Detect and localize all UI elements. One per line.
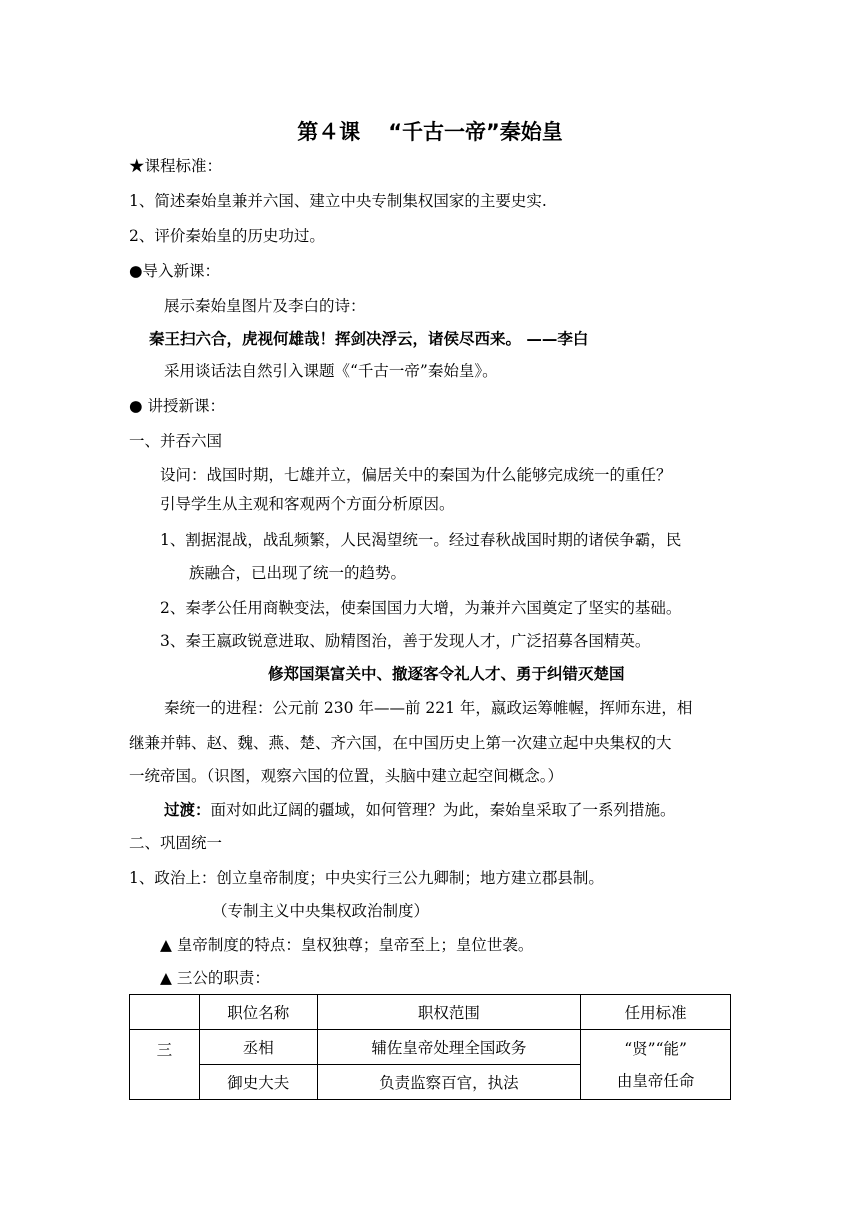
reason-3: 3、秦王嬴政锐意进取、励精图治，善于发现人才，广泛招募各国精英。 xyxy=(160,632,651,650)
table-header-cell: 任用标准 xyxy=(581,995,731,1030)
intro-line-1: 展示秦始皇图片及李白的诗： xyxy=(164,297,366,315)
three-dukes-table xyxy=(129,994,731,1100)
unification-process-line-3: 一统帝国。（识图，观察六国的位置，头脑中建立起空间概念。） xyxy=(129,767,564,785)
table-row xyxy=(130,1030,731,1065)
section-2-heading: 二、巩固统一 xyxy=(129,834,223,852)
emperor-feature-line: ▲ 皇帝制度的特点：皇权独尊；皇帝至上；皇位世袭。 xyxy=(160,936,534,954)
scope-cell: 辅佐皇帝处理全国政务 xyxy=(317,1030,581,1065)
politics-line: 1、政治上：创立皇帝制度；中央实行三公九卿制；地方建立郡县制。 xyxy=(129,869,604,887)
position-cell: 御史大夫 xyxy=(199,1065,317,1100)
reason-2: 2、秦孝公任用商鞅变法，使秦国国力大增，为兼并六国奠定了坚实的基础。 xyxy=(160,599,682,617)
transition-line xyxy=(164,800,676,820)
standards-heading: ★课程标准： xyxy=(129,157,223,175)
standard-cell xyxy=(581,1030,731,1100)
intro-heading: ●导入新课： xyxy=(129,262,221,280)
highlight-line: 修郑国渠富关中、撤逐客令礼人才、勇于纠错灭楚国 xyxy=(268,665,625,683)
lecture-heading: ● 讲授新课： xyxy=(129,397,225,415)
politics-note: （专制主义中央集权政治制度） xyxy=(212,902,430,920)
intro-line-2: 采用谈话法自然引入课题《“千古一帝”秦始皇》。 xyxy=(164,362,498,380)
table-header-cell xyxy=(130,995,200,1030)
table-header-cell: 职权范围 xyxy=(317,995,581,1030)
lesson-name: “千古一帝”秦始皇 xyxy=(388,120,563,144)
reason-1-line-2: 族融合，已出现了统一的趋势。 xyxy=(189,564,407,582)
table-header-row xyxy=(130,995,731,1030)
position-cell: 丞相 xyxy=(199,1030,317,1065)
standard-item-1: 1、简述秦始皇兼并六国、建立中央专制集权国家的主要史实. xyxy=(129,192,547,210)
unification-process-line-2: 继兼并韩、赵、魏、燕、楚、齐六国，在中国历史上第一次建立起中央集权的大 xyxy=(129,734,672,752)
group-label-cell: 三 xyxy=(130,1030,200,1100)
scope-cell: 负责监察百官，执法 xyxy=(317,1065,581,1100)
question-text: 设问：战国时期，七雄并立，偏居关中的秦国为什么能够完成统一的重任？ xyxy=(160,466,672,484)
standard-line-2: 由皇帝任命 xyxy=(616,1071,695,1090)
reason-1-line-1: 1、割据混战，战乱频繁，人民渴望统一。经过春秋战国时期的诸侯争霸，民 xyxy=(160,531,682,549)
guide-text: 引导学生从主观和客观两个方面分析原因。 xyxy=(160,495,455,513)
table-header-cell: 职位名称 xyxy=(199,995,317,1030)
duties-heading: ▲ 三公的职责： xyxy=(160,969,270,987)
unification-process-line-1: 秦统一的进程：公元前 230 年——前 221 年，嬴政运筹帷幄，挥师东进，相 xyxy=(164,699,693,717)
transition-text: 面对如此辽阔的疆域，如何管理？为此，秦始皇采取了一系列措施。 xyxy=(210,801,676,819)
transition-label: 过渡： xyxy=(164,801,211,819)
lesson-number: 第４课 xyxy=(297,120,361,144)
standard-line-1: “贤”“能” xyxy=(624,1039,687,1058)
lesson-title xyxy=(0,116,860,146)
libai-poem: 秦王扫六合，虎视何雄哉！挥剑决浮云，诸侯尽西来。 ——李白 xyxy=(149,330,589,348)
standard-item-2: 2、评价秦始皇的历史功过。 xyxy=(129,227,325,245)
section-1-heading: 一、并吞六国 xyxy=(129,432,223,450)
